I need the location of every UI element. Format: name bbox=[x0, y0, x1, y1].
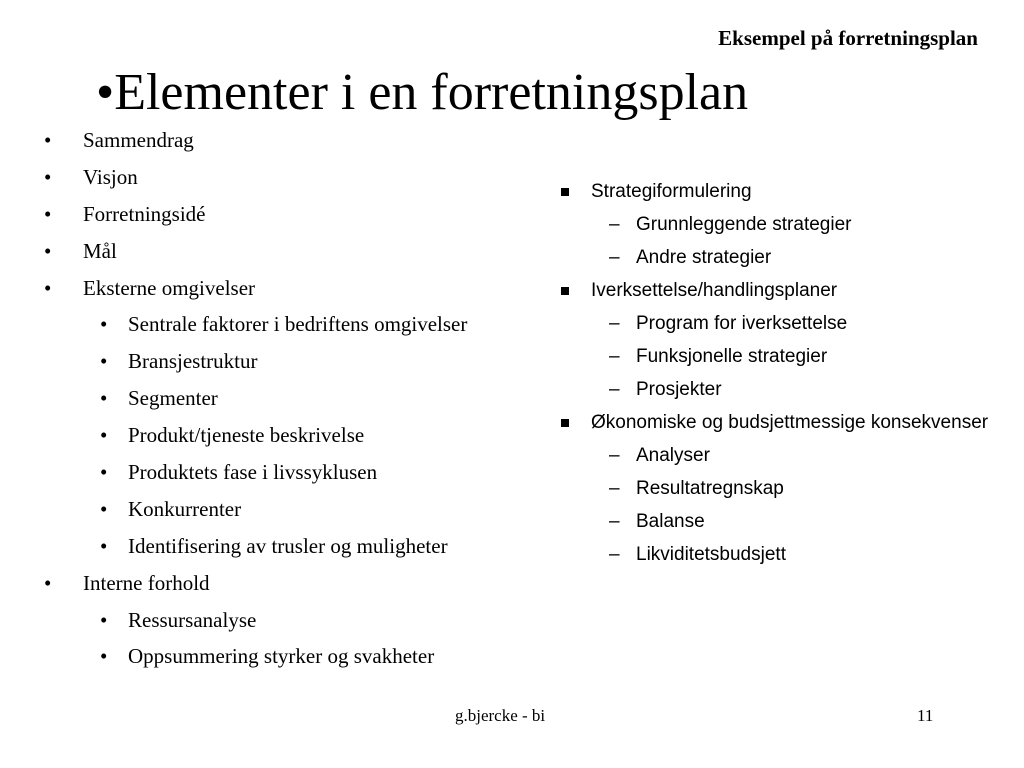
list-item-text: Sentrale faktorer i bedriftens omgivelser bbox=[128, 312, 468, 337]
sub-list-item bbox=[40, 306, 560, 343]
square-bullet-icon bbox=[561, 419, 569, 427]
sub-list-item bbox=[40, 602, 560, 639]
list-item-text: Grunnleggende strategier bbox=[636, 214, 852, 235]
sub-list-item bbox=[555, 246, 995, 279]
sub-list-item bbox=[555, 444, 995, 477]
sub-list-item bbox=[555, 345, 995, 378]
bullet-icon: • bbox=[44, 201, 52, 226]
list-item-text: Eksterne omgivelser bbox=[83, 275, 256, 300]
left-bullet-list bbox=[40, 122, 560, 675]
dash-bullet-icon: – bbox=[609, 346, 620, 367]
list-item-text: Økonomiske og budsjettmessige konsekvenser bbox=[591, 412, 989, 433]
square-bullet-icon bbox=[561, 188, 569, 196]
list-item-text: Iverksettelse/handlingsplaner bbox=[591, 280, 838, 301]
list-item-text: Konkurrenter bbox=[128, 496, 242, 521]
sub-list-item bbox=[555, 213, 995, 246]
bullet-icon: • bbox=[44, 570, 52, 595]
list-item-text: Prosjekter bbox=[636, 379, 722, 400]
list-item bbox=[40, 565, 560, 602]
list-item-text: Visjon bbox=[83, 164, 138, 189]
dash-bullet-icon: – bbox=[609, 313, 620, 334]
list-item bbox=[40, 270, 560, 307]
list-item bbox=[555, 279, 995, 312]
list-item-text: Identifisering av trusler og muligheter bbox=[128, 533, 448, 558]
list-item-text: Forretningsidé bbox=[83, 201, 206, 226]
slide-title bbox=[96, 58, 748, 128]
sub-list-item bbox=[40, 454, 560, 491]
list-item-text: Program for iverksettelse bbox=[636, 313, 848, 334]
dash-bullet-icon: – bbox=[609, 478, 620, 499]
bullet-icon: • bbox=[44, 128, 52, 152]
list-item bbox=[555, 411, 995, 444]
sub-list-item bbox=[40, 380, 560, 417]
list-item bbox=[40, 122, 560, 159]
list-item-text: Produktets fase i livssyklusen bbox=[128, 460, 378, 485]
list-item bbox=[40, 159, 560, 196]
right-bullet-list bbox=[555, 180, 995, 576]
list-item-text: Andre strategier bbox=[636, 247, 772, 268]
bullet-icon: • bbox=[44, 238, 52, 263]
list-item bbox=[40, 196, 560, 233]
sub-list-item bbox=[555, 378, 995, 411]
sub-list-item bbox=[40, 528, 560, 565]
list-item-text: Funksjonelle strategier bbox=[636, 346, 828, 367]
dash-bullet-icon: – bbox=[609, 214, 620, 235]
bullet-icon: • bbox=[100, 533, 108, 558]
dash-bullet-icon: – bbox=[609, 445, 620, 466]
list-item bbox=[555, 180, 995, 213]
title-bullet: • bbox=[96, 64, 115, 121]
bullet-icon: • bbox=[100, 460, 108, 485]
list-item-text: Strategiformulering bbox=[591, 181, 752, 202]
bullet-icon: • bbox=[100, 386, 108, 411]
list-item-text: Interne forhold bbox=[83, 570, 210, 595]
sub-list-item bbox=[40, 638, 560, 675]
list-item bbox=[40, 233, 560, 270]
dash-bullet-icon: – bbox=[609, 379, 620, 400]
sub-list-item bbox=[555, 312, 995, 345]
sub-list-item bbox=[555, 510, 995, 543]
list-item-text: Produkt/tjeneste beskrivelse bbox=[128, 423, 365, 448]
square-bullet-icon bbox=[561, 287, 569, 295]
bullet-icon: • bbox=[100, 644, 108, 669]
bullet-icon: • bbox=[100, 423, 108, 448]
bullet-icon: • bbox=[100, 496, 108, 521]
dash-bullet-icon: – bbox=[609, 247, 620, 268]
sub-list-item bbox=[555, 543, 995, 576]
list-item-text: Mål bbox=[83, 238, 117, 263]
slide-title-text: Elementer i en forretningsplan bbox=[114, 64, 749, 121]
list-item-text: Sammendrag bbox=[83, 128, 194, 152]
sub-list-item bbox=[40, 491, 560, 528]
list-item-text: Ressursanalyse bbox=[128, 607, 257, 632]
list-item-text: Segmenter bbox=[128, 386, 218, 411]
bullet-icon: • bbox=[100, 312, 108, 337]
list-item-text: Resultatregnskap bbox=[636, 478, 784, 499]
bullet-icon: • bbox=[100, 349, 108, 374]
list-item-text: Likviditetsbudsjett bbox=[636, 544, 786, 565]
footer-author: g.bjercke - bi bbox=[455, 706, 546, 725]
bullet-icon: • bbox=[44, 275, 52, 300]
bullet-icon: • bbox=[44, 164, 52, 189]
footer-page-number: 11 bbox=[917, 706, 934, 725]
list-item-text: Oppsummering styrker og svakheter bbox=[128, 644, 435, 669]
sub-list-item bbox=[555, 477, 995, 510]
bullet-icon: • bbox=[100, 607, 108, 632]
sub-list-item bbox=[40, 417, 560, 454]
list-item-text: Bransjestruktur bbox=[128, 349, 258, 374]
dash-bullet-icon: – bbox=[609, 511, 620, 532]
slide-header-note: Eksempel på forretningsplan bbox=[718, 26, 978, 50]
list-item-text: Balanse bbox=[636, 511, 705, 532]
list-item-text: Analyser bbox=[636, 445, 710, 466]
dash-bullet-icon: – bbox=[609, 544, 620, 565]
sub-list-item bbox=[40, 343, 560, 380]
